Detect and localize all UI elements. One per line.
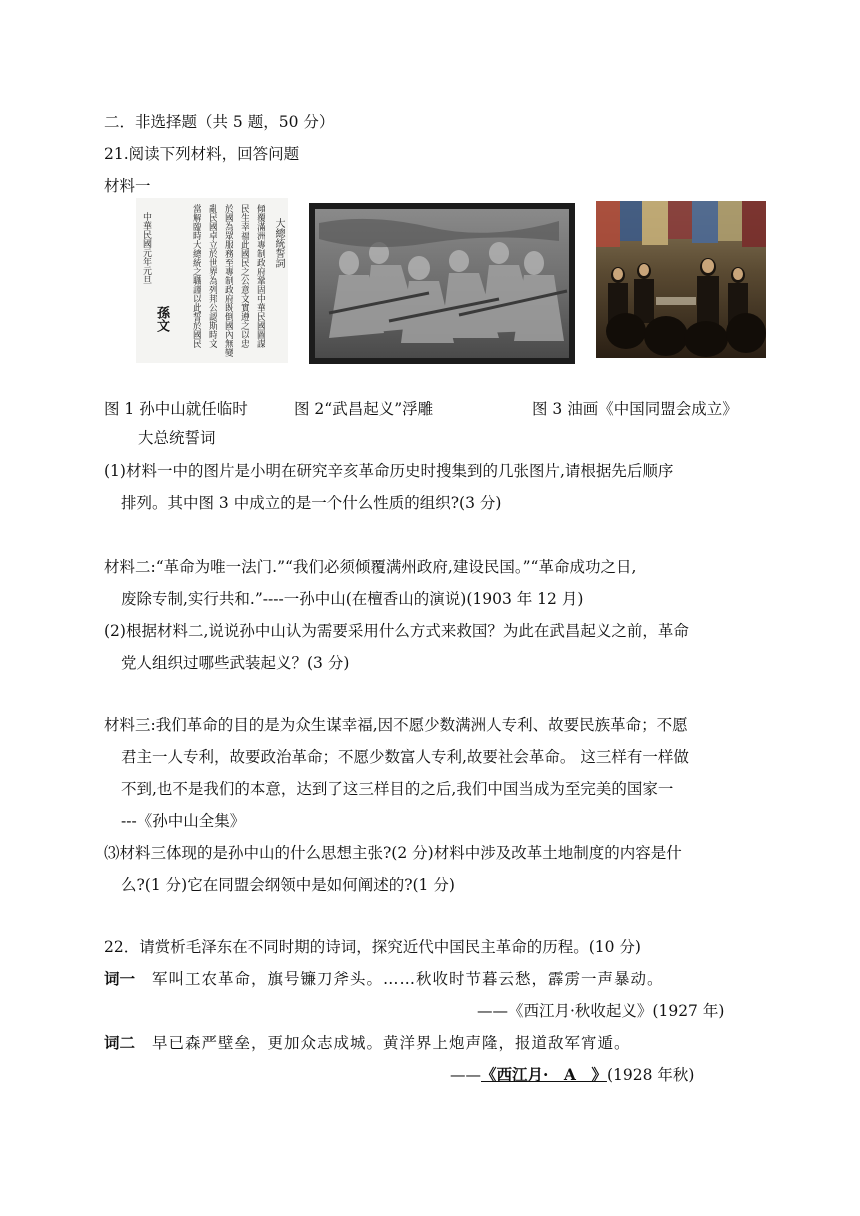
- caption-figure-3: 图 3 油画《中国同盟会成立》: [532, 400, 738, 418]
- oath-col-2: 傾覆滿洲專制政府鞏固中華民國圖謀: [255, 204, 265, 348]
- q1-line1: (1)材料一中的图片是小明在研究辛亥革命历史时搜集到的几张图片,请根据先后顺序: [104, 462, 674, 480]
- ci2-source-year: (1928 年秋): [606, 1066, 695, 1084]
- q2-line2: 党人组织过哪些武装起义？(3 分): [121, 654, 350, 672]
- material3-source: ---《孙中山全集》: [121, 812, 246, 830]
- ci1-text: 军叫工农革命，旗号镰刀斧头。……秋收时节暮云愁，霹雳一声暴动。: [152, 970, 664, 988]
- material3-line2: 君主一人专利，故要政治革命；不愿少数富人专利,故要社会革命。 这三样有一样做: [121, 748, 689, 766]
- material2-line2: 废除专制,实行共和.”----一孙中山(在檀香山的演说)(1903 年 12 月): [121, 590, 584, 608]
- oath-col-4: 於國為眾服務至專制政府既倒國內無變: [223, 204, 233, 357]
- section-title: 二．非选择题（共 5 题，50 分）: [104, 113, 335, 131]
- oath-signature: 孫文: [154, 306, 169, 332]
- q3-line1: ⑶材料三体现的是孙中山的什么思想主张?(2 分)材料中涉及改革土地制度的内容是什: [104, 844, 682, 862]
- ci1-label: 词一: [104, 969, 136, 988]
- oath-col-5: 亂民國卓立於世界為列邦公認斯時文: [207, 204, 217, 348]
- q3-line2: 么?(1 分)它在同盟会纲领中是如何阐述的?(1 分): [121, 876, 455, 894]
- q21-heading: 21.阅读下列材料，回答问题: [104, 145, 300, 163]
- ci2-text: 早已森严壁垒，更加众志成城。黄洋界上炮声隆，报道敌军宵遁。: [152, 1034, 631, 1052]
- q2-line1: (2)根据材料二,说说孙中山认为需要采用什么方式来救国？为此在武昌起义之前，革命: [104, 622, 689, 640]
- material1-label: 材料一: [104, 177, 151, 195]
- oath-col-1: 大總統誓詞: [273, 218, 284, 268]
- figure-2-wuchang-relief: [309, 203, 575, 364]
- ci2-source-dash: ——: [450, 1066, 481, 1084]
- caption-figure-1-line1: 图 1 孙中山就任临时: [104, 400, 248, 418]
- ci2-source: [450, 1064, 694, 1086]
- material2-line1: 材料二:“革命为唯一法门.”“我们必须倾覆满州政府,建设民国。”“革命成功之日,: [104, 558, 637, 576]
- oath-date: 中華民國元年元旦: [141, 212, 151, 284]
- material3-line1: 材料三:我们革命的目的是为众生谋幸福,因不愿少数满洲人专利、故要民族革命；不愿: [104, 716, 688, 734]
- ci2-label: 词二: [104, 1033, 136, 1052]
- figure-3-tongmenghui-painting: [596, 201, 766, 358]
- caption-figure-1-line2: 大总统誓词: [138, 429, 216, 447]
- ci1-source: ——《西江月·秋收起义》(1927 年): [477, 1002, 725, 1020]
- q22-heading: 22．请赏析毛泽东在不同时期的诗词，探究近代中国民主革命的历程。(10 分): [104, 938, 641, 956]
- q1-line2: 排列。其中图 3 中成立的是一个什么性质的组织?(3 分): [121, 494, 502, 512]
- caption-figure-2: 图 2“武昌起义”浮雕: [294, 400, 434, 418]
- material3-line3: 不到,也不是我们的本意，达到了这三样目的之后,我们中国当成为至完美的国家一: [121, 780, 674, 798]
- figure-1-oath-calligraphy: [136, 198, 288, 363]
- ci2-source-title: 《西江月· A 》: [481, 1065, 607, 1084]
- oath-col-3: 民生幸福此國民之公意文實遵之以忠: [239, 204, 249, 348]
- oath-col-6: 當解臨時大總統之職謹以此誓於國民: [191, 204, 201, 348]
